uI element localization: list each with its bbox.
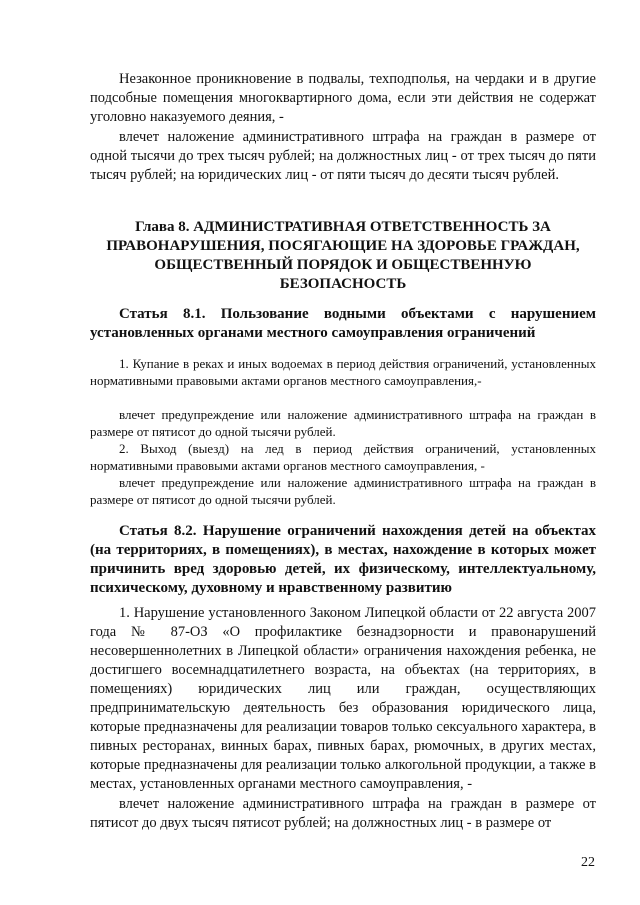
article-8-1-heading: Статья 8.1. Пользование водными объектами с нарушением установленных органами местного самоуправления ограничений <box>90 306 596 341</box>
chapter-heading: Глава 8. АДМИНИСТРАТИВНАЯ ОТВЕТСТВЕННОСТЬ ЗА ПРАВОНАРУШЕНИЯ, ПОСЯГАЮЩИЕ НА ЗДОРОВЬЕ ГРАЖДАН, ОБЩЕСТВЕННЫЙ ПОРЯДОК И ОБЩЕСТВЕННУЮ БЕЗОПАСНОСТЬ <box>106 219 580 292</box>
article-8-1-part-1: 1. Купание в реках и иных водоемах в период действия ограничений, установленных нормативными правовыми актами органов местного самоуправления,- <box>90 356 596 388</box>
article-8-2-part-1: 1. Нарушение установленного Законом Липецкой области от 22 августа 2007 года № 87-ОЗ «О профилактике безнадзорности и правонарушений несовершеннолетних в Липецкой области» ограничения нахождения ребенка, не достигшего восемнадцатилетнего возраста, на объектах (на территориях, в помещениях) юридических лиц или граждан, осуществляющих предпринимательскую деятельность без образования юридического лица, которые предназначены для реализации товаров только сексуального характера, в пивных ресторанах, винных барах, пивных барах, рюмочных, в других местах, которые предназначены для реализации только алкогольной продукции, а также в местах, установленных органами местного самоуправления, - <box>90 605 596 792</box>
article-8-2-penalty-1: влечет наложение административного штрафа на граждан в размере от пятисот до двух тысяч пятисот рублей; на должностных лиц - в размере от <box>90 796 596 831</box>
article-8-1-part-2: 2. Выход (выезд) на лед в период действия ограничений, установленных нормативными правовыми актами органов местного самоуправления, - <box>90 441 596 473</box>
article-8-1-penalty-2: влечет предупреждение или наложение административного штрафа на граждан в размере от пятисот до одной тысячи рублей. <box>90 475 596 507</box>
paragraph-penalty-entry: влечет наложение административного штрафа на граждан в размере от одной тысячи до трех тысяч рублей; на должностных лиц - от трех тысяч до пяти тысяч рублей; на юридических лиц - от пяти тысяч до десяти тысяч рублей. <box>90 129 596 183</box>
paragraph-unlawful-entry: Незаконное проникновение в подвалы, техподполья, на чердаки и в другие подсобные помещения многоквартирного дома, если эти действия не содержат уголовно наказуемого деяния, - <box>90 71 596 125</box>
article-8-2-heading: Статья 8.2. Нарушение ограничений нахождения детей на объектах (на территориях, в помещениях), в местах, нахождение в которых может причинить вред здоровью детей, их физическому, интеллектуальному, психическому, духовному и нравственному развитию <box>90 523 596 596</box>
page-number: 22 <box>581 855 595 870</box>
article-8-1-penalty-1: влечет предупреждение или наложение административного штрафа на граждан в размере от пятисот до одной тысячи рублей. <box>90 407 596 439</box>
